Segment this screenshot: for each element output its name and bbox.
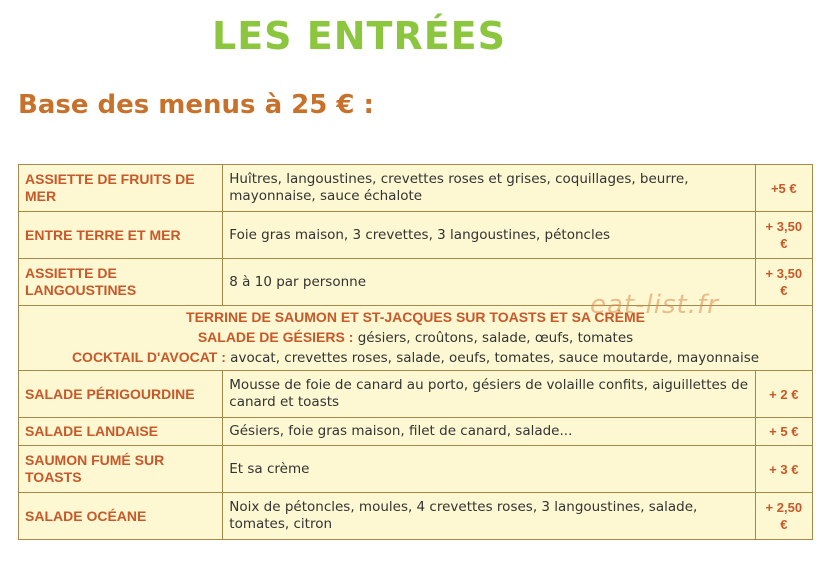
dish-price: + 5 € — [755, 418, 812, 446]
dish-description: Noix de pétoncles, moules, 4 crevettes roses, 3 langoustines, salade, tomates, citron — [223, 493, 755, 540]
dish-name: ASSIETTE DE FRUITS DE MER — [19, 165, 223, 212]
dish-price: + 3 € — [755, 446, 812, 493]
dish-price: + 3,50 € — [755, 212, 812, 259]
starters-menu-table — [18, 164, 813, 540]
combo-label-avocat: COCKTAIL D'AVOCAT : — [71, 349, 226, 365]
dish-price: + 2,50 € — [755, 493, 812, 540]
table-row — [19, 259, 813, 306]
combo-text-avocat: avocat, crevettes roses, salade, oeufs, tomates, sauce moutarde, mayonnaise — [225, 350, 760, 366]
dish-name: SALADE PÉRIGOURDINE — [19, 371, 223, 418]
table-row — [19, 446, 813, 493]
combo-label-gesiers: SALADE DE GÉSIERS : — [197, 329, 354, 345]
dish-description: Gésiers, foie gras maison, filet de canard, salade... — [223, 418, 755, 446]
table-row — [19, 418, 813, 446]
dish-price: +5 € — [755, 165, 812, 212]
dish-description: Mousse de foie de canard au porto, gésiers de volaille confits, aiguillettes de canard et toasts — [223, 371, 755, 418]
table-row — [19, 371, 813, 418]
combo-text-gesiers: gésiers, croûtons, salade, œufs, tomates — [353, 330, 634, 346]
menu-subtitle: Base des menus à 25 € : — [18, 90, 374, 120]
table-row — [19, 493, 813, 540]
watermark: eat-list.fr — [590, 290, 719, 320]
dish-price: + 3,50 € — [755, 259, 812, 306]
dish-name: SAUMON FUMÉ SUR TOASTS — [19, 446, 223, 493]
table-row — [19, 212, 813, 259]
page-title: LES ENTRÉES — [212, 14, 506, 58]
dish-description: Foie gras maison, 3 crevettes, 3 langoustines, pétoncles — [223, 212, 755, 259]
dish-name: SALADE OCÉANE — [19, 493, 223, 540]
table-row — [19, 165, 813, 212]
combo-cell — [19, 306, 813, 371]
dish-price: + 2 € — [755, 371, 812, 418]
dish-description: Et sa crème — [223, 446, 755, 493]
combo-row — [19, 306, 813, 371]
dish-name: ENTRE TERRE ET MER — [19, 212, 223, 259]
dish-name: ASSIETTE DE LANGOUSTINES — [19, 259, 223, 306]
dish-name: SALADE LANDAISE — [19, 418, 223, 446]
dish-description: Huîtres, langoustines, crevettes roses et grises, coquillages, beurre, mayonnaise, sauce échalote — [223, 165, 755, 212]
dish-description: 8 à 10 par personne — [223, 259, 755, 306]
combo-line-1: TERRINE DE SAUMON ET ST-JACQUES SUR TOASTS ET SA CRÈME — [186, 309, 645, 325]
